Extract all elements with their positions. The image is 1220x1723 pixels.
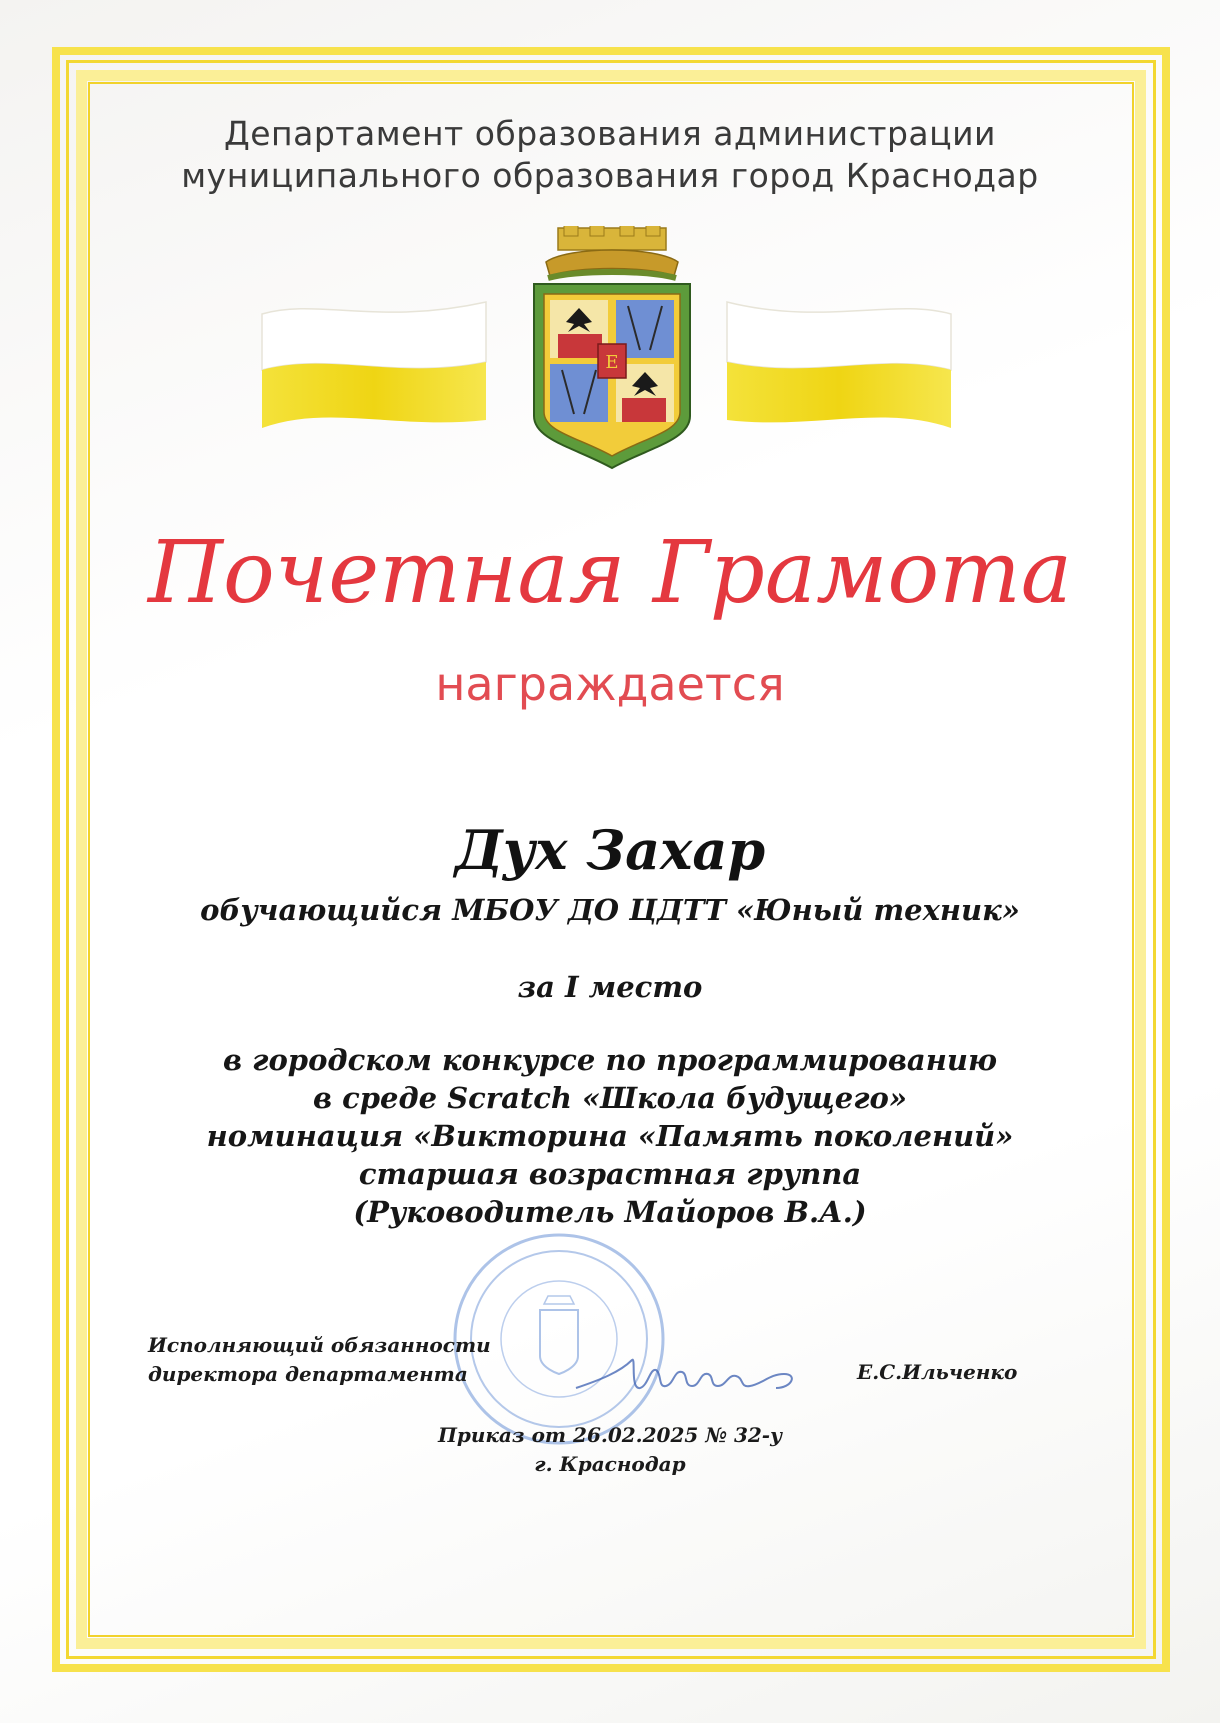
recipient-name: Дух Захар — [454, 818, 766, 882]
awarded-label: награждается — [435, 657, 785, 711]
kuban-flag-icon — [258, 296, 490, 430]
student-affiliation: обучающийся МБОУ ДО ЦДТТ «Юный техник» — [200, 893, 1020, 927]
signatory-name: Е.С.Ильченко — [857, 1360, 1018, 1384]
signatory-title — [148, 1331, 491, 1389]
signatory-title-line-2: директора департамента — [148, 1362, 468, 1386]
order-number: Приказ от 26.02.2025 № 32-у — [437, 1423, 783, 1447]
krasnodar-coat-of-arms-icon — [528, 226, 696, 471]
svg-text:Е: Е — [605, 352, 619, 373]
description-line: номинация «Викторина «Память поколений» — [206, 1119, 1014, 1153]
award-place: за I место — [517, 970, 703, 1004]
issue-city: г. Краснодар — [534, 1452, 686, 1476]
order-reference — [0, 1421, 1220, 1479]
issuer-line-1: Департамент образования администрации — [223, 114, 997, 153]
description-line: старшая возрастная группа — [358, 1157, 862, 1191]
description-line: в городском конкурсе по программированию — [223, 1043, 997, 1077]
emblem-area — [0, 0, 1220, 500]
description-line: (Руководитель Майоров В.А.) — [353, 1195, 867, 1229]
handwritten-signature — [570, 1340, 830, 1410]
kuban-flag-icon — [723, 296, 955, 430]
award-description — [0, 1041, 1220, 1231]
signatory-title-line-1: Исполняющий обязанности — [148, 1333, 491, 1357]
certificate-title: Почетная Грамота — [147, 523, 1073, 623]
issuer-line-2: муниципального образования город Краснодар — [181, 156, 1039, 195]
description-line: в среде Scratch «Школа будущего» — [312, 1081, 908, 1115]
